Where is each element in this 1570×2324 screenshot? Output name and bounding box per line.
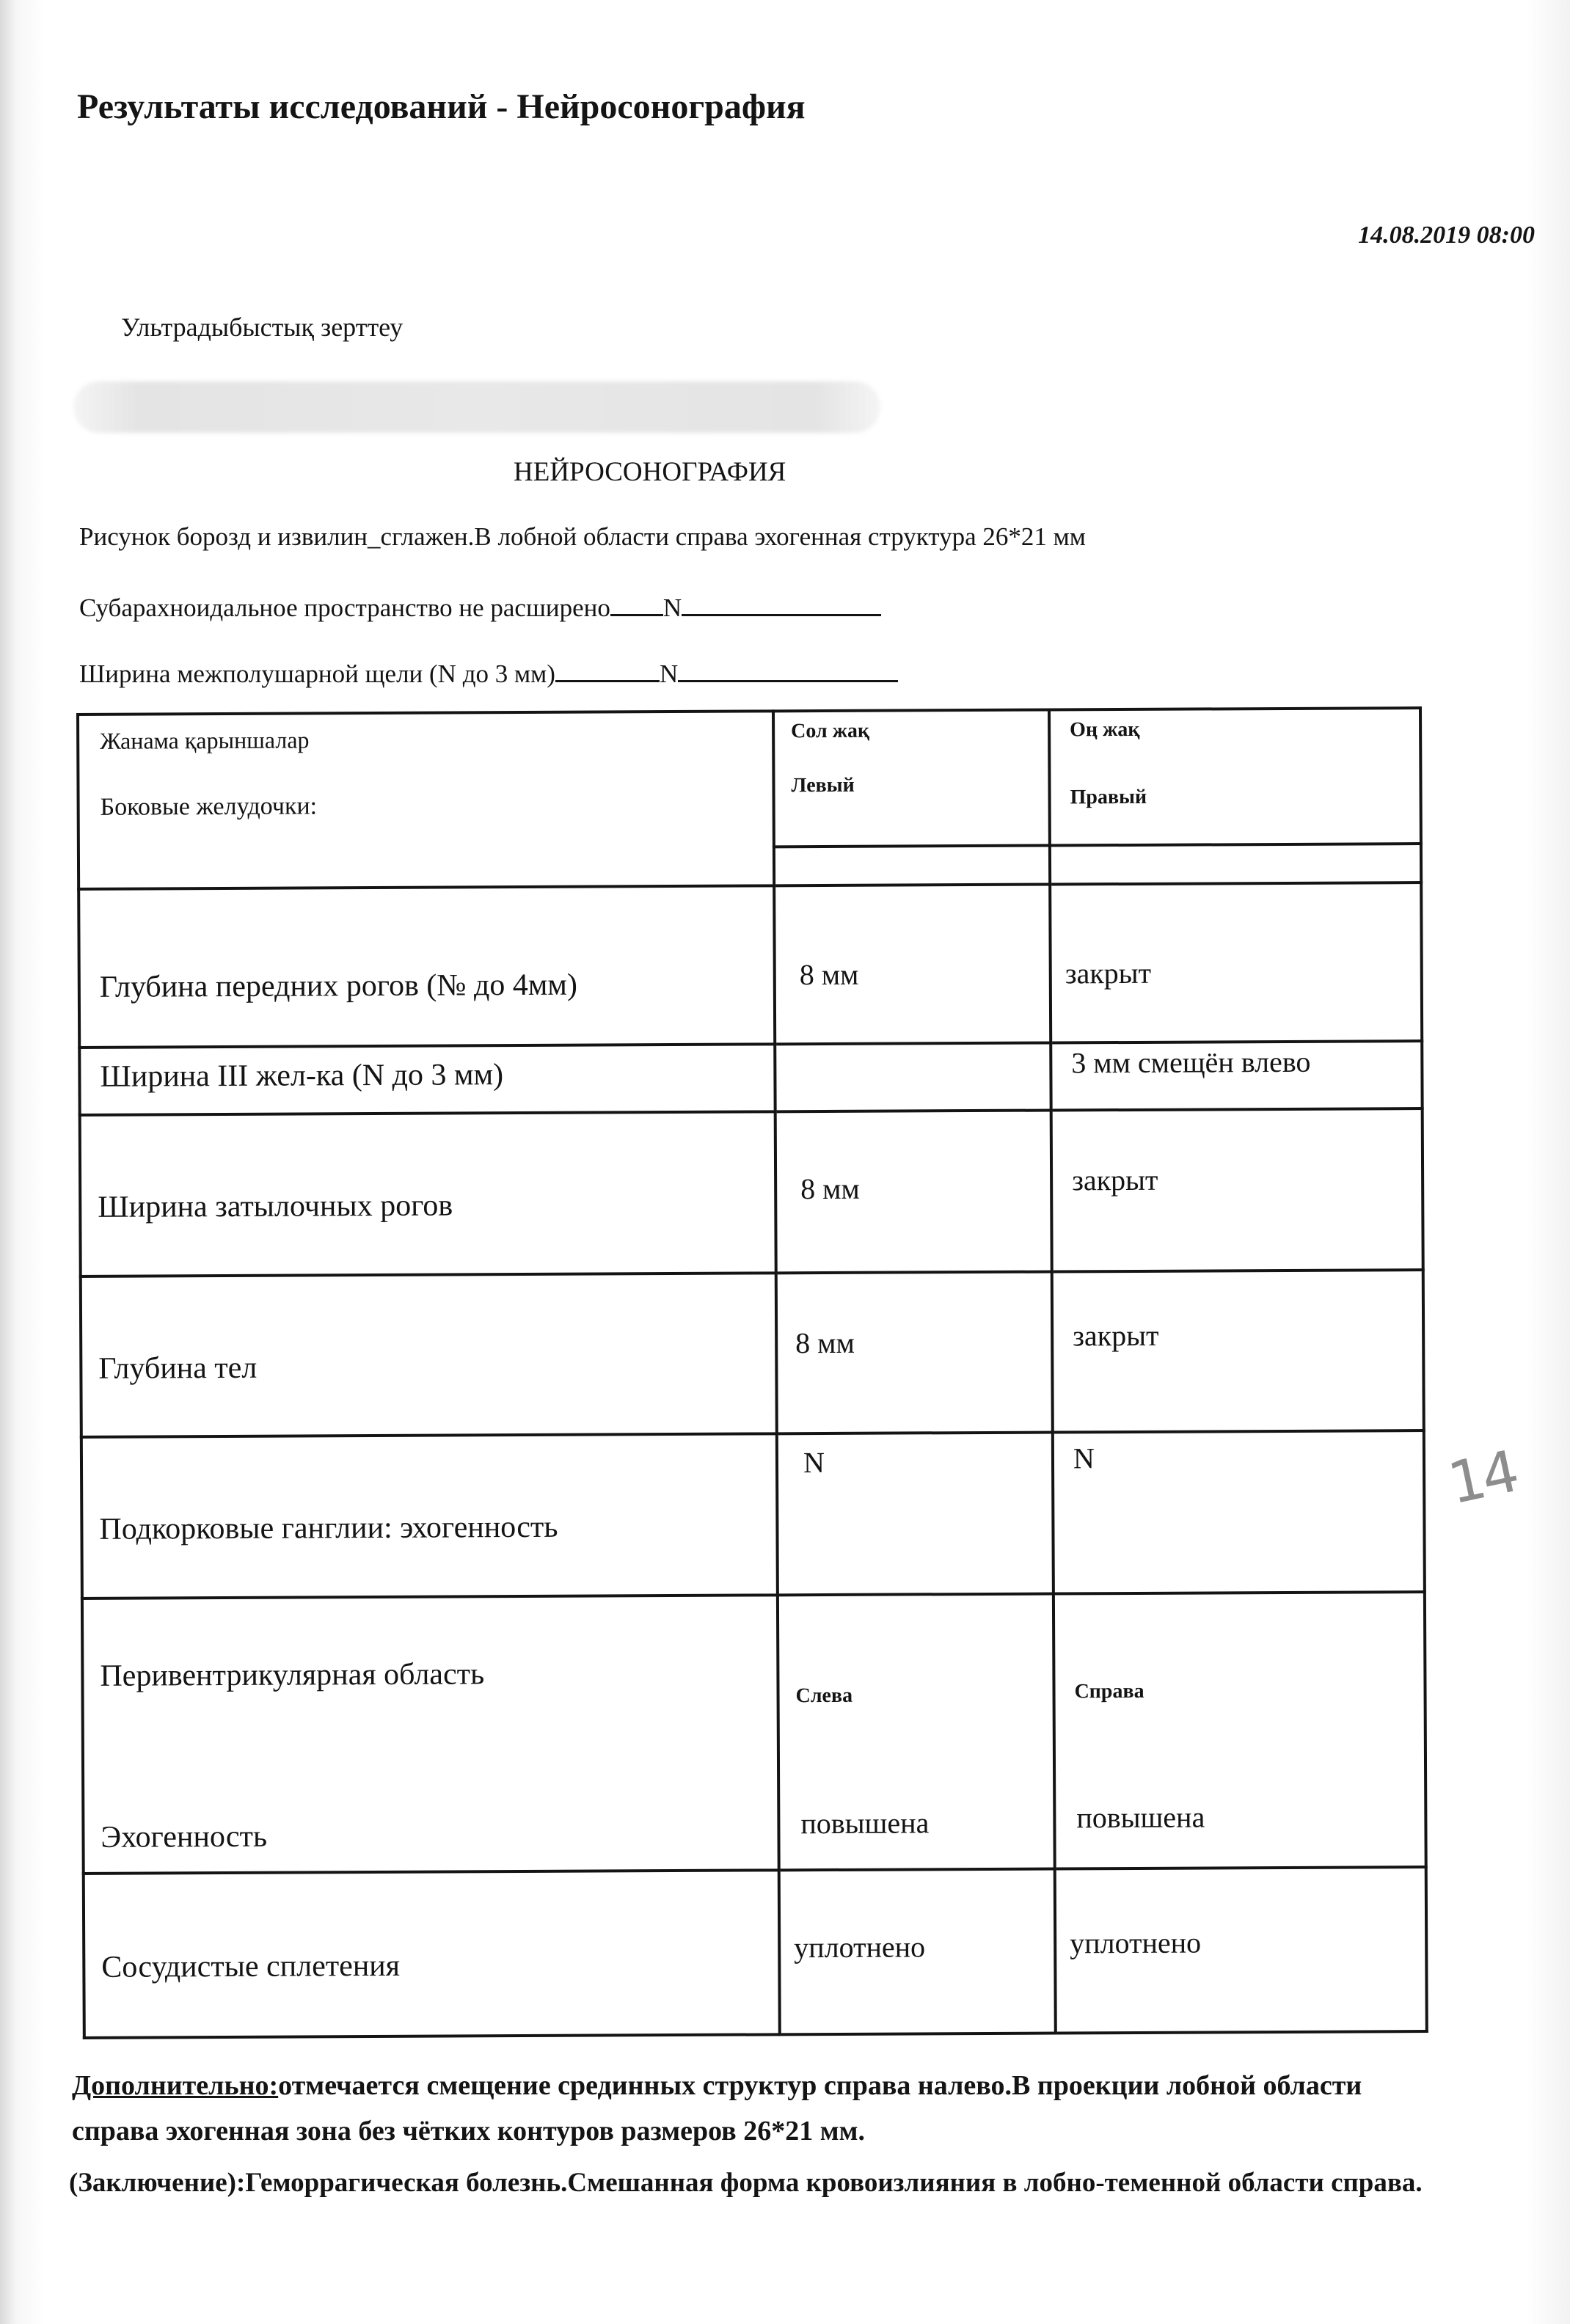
empty-cell: [774, 846, 1050, 886]
finding-interhemispheric: [79, 654, 898, 689]
header-label-cell: [78, 711, 774, 889]
row-left-cell: [775, 1110, 1052, 1273]
row-right-cell: [1052, 1270, 1424, 1433]
row-left-cell: [775, 1043, 1051, 1111]
row-right-value: уплотнено: [1070, 1926, 1202, 1960]
row-right-value: закрыт: [1072, 1163, 1158, 1197]
row-left-cell: [776, 1271, 1053, 1434]
row-label: Подкорковые ганглии: эхогенность: [99, 1510, 558, 1547]
row-right-value: 3 мм смещён влево: [1071, 1045, 1311, 1080]
handwritten-page-mark: 14: [1442, 1439, 1522, 1518]
row-right-cell: [1051, 1041, 1422, 1110]
fill-line: [678, 654, 898, 682]
row-right-value: N: [1073, 1441, 1095, 1475]
header-right-cell: [1049, 708, 1421, 846]
row-label-cell: [84, 1870, 780, 2038]
fill-line: [610, 588, 663, 616]
fill-line: [682, 588, 881, 616]
echogenicity-label: Эхогенность: [101, 1820, 268, 1855]
table-row: [78, 883, 1422, 1048]
row-left-value: N: [803, 1446, 825, 1480]
row-right-value: повышена: [1076, 1800, 1205, 1835]
header-right-kz: Оң жақ: [1070, 717, 1140, 742]
section-heading: НЕЙРОСОНОГРАФИЯ: [514, 457, 786, 487]
empty-cell: [1050, 844, 1421, 884]
ventricles-table-wrapper: [76, 706, 1425, 2039]
row-left-value: 8 мм: [795, 1326, 855, 1359]
subarachnoid-label: Субарахноидальное пространство не расширено: [79, 593, 610, 622]
finding-sulci: Рисунок борозд и извилин_сглажен.В лобной области справа эхогенная структура 26*21 мм: [79, 522, 1086, 551]
document-title: Результаты исследований - Нейросонография: [77, 87, 806, 126]
redacted-patient-info: [73, 381, 880, 433]
row-left-cell: [774, 885, 1051, 1045]
header-left-cell: [773, 710, 1050, 847]
additional-notes: [72, 2063, 1362, 2154]
periventricular-row: [82, 1592, 1426, 1874]
row-right-cell: [1053, 1430, 1425, 1593]
row-right-cell: [1055, 1867, 1427, 2033]
left-heading: Слева: [795, 1684, 853, 1708]
header-left-kz: Сол жақ: [791, 719, 870, 743]
row-label: Сосудистые сплетения: [101, 1948, 401, 1984]
row-left-value: 8 мм: [799, 958, 859, 992]
additional-text-line1: отмечается смещение срединных структур справа налево.В проекции лобной области: [278, 2070, 1362, 2101]
row-label-cell: [81, 1273, 777, 1438]
row-label: Ширина III жел-ка (N до 3 мм): [100, 1058, 504, 1094]
table-row: [81, 1270, 1424, 1438]
interhemispheric-value: N: [659, 659, 679, 688]
row-right-value: закрыт: [1073, 1318, 1159, 1352]
ventricles-table: [76, 706, 1428, 2039]
row-label-cell: [80, 1111, 776, 1276]
row-left-value: 8 мм: [800, 1172, 860, 1205]
header-right-ru: Правый: [1070, 785, 1147, 809]
header-label-kz: Жанама қарыншалар: [100, 726, 310, 754]
fill-line: [555, 654, 660, 682]
row-right-cell: [1054, 1592, 1426, 1868]
table-row: [80, 1108, 1423, 1276]
additional-label: Дополнительно:: [72, 2070, 279, 2101]
interhemispheric-label: Ширина межполушарной щели (N до 3 мм): [79, 659, 555, 688]
row-right-value: закрыт: [1065, 957, 1152, 990]
row-label: Глубина тел: [98, 1351, 258, 1386]
table-row: [81, 1430, 1425, 1598]
exam-datetime: 14.08.2019 08:00: [1358, 222, 1535, 249]
row-label-cell: [78, 886, 775, 1048]
table-row: [79, 1041, 1422, 1115]
row-right-cell: [1050, 883, 1422, 1042]
row-left-cell: [778, 1594, 1055, 1870]
conclusion: (Заключение):Геморрагическая болезнь.Смешанная форма кровоизлияния в лобно-теменной области справа.: [69, 2168, 1423, 2198]
subarachnoid-value: N: [662, 593, 682, 622]
finding-subarachnoid: [79, 588, 881, 623]
row-left-cell: [777, 1433, 1054, 1596]
header-left-ru: Левый: [791, 773, 855, 797]
row-right-cell: [1051, 1108, 1423, 1271]
row-left-value: уплотнено: [794, 1930, 926, 1965]
row-left-cell: [779, 1868, 1056, 2034]
row-left-value: повышена: [800, 1806, 930, 1841]
row-label-cell: [81, 1434, 778, 1599]
header-label-ru: Боковые желудочки:: [100, 792, 318, 821]
periventricular-label: Перивентрикулярная область: [100, 1657, 485, 1694]
table-header-row: [78, 708, 1421, 850]
row-label: Глубина передних рогов (№ до 4мм): [99, 968, 578, 1005]
table-row: [84, 1867, 1427, 2038]
row-label: Ширина затылочных рогов: [98, 1188, 453, 1224]
right-heading: Справа: [1074, 1680, 1144, 1703]
additional-text-line2: справа эхогенная зона без чётких контуров размеров 26*21 мм.: [72, 2116, 865, 2146]
row-label-cell: [82, 1596, 779, 1874]
exam-type-kz: Ультрадыбыстық зерттеу: [121, 313, 404, 342]
row-label-cell: [79, 1044, 775, 1114]
